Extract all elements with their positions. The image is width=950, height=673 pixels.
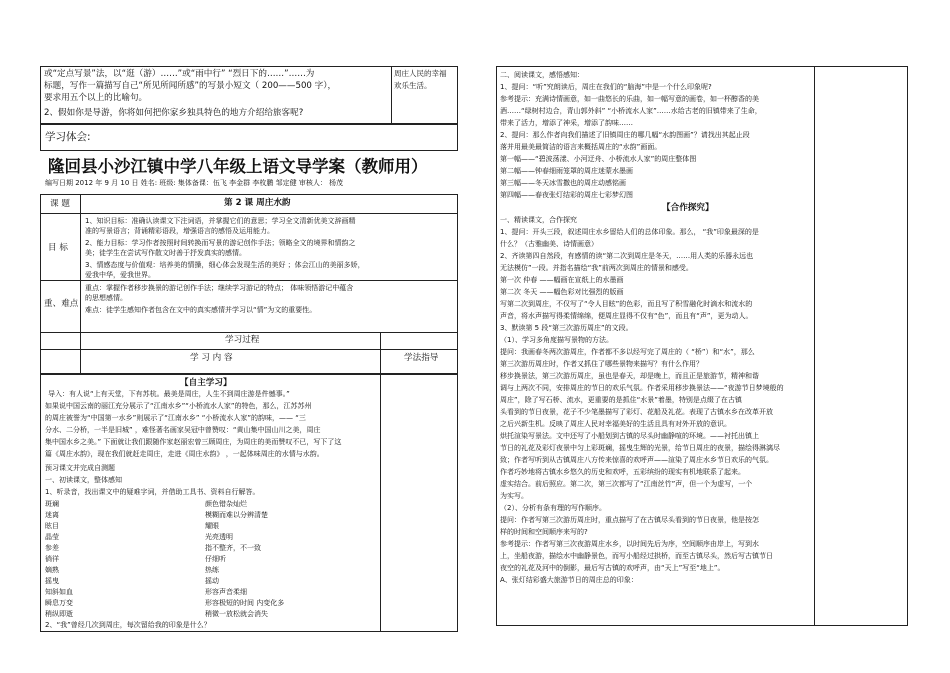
goal-1a: 1、知识目标：准确认读课文下注词语，并掌握它们的意思；学习全文清新优美文辞画精 — [85, 217, 356, 225]
body-line-4: 分水、二分桥，一半是旧城” ，难怪著名画家吴冠中曾赞叹：“黄山集中国山川之美，周庄 — [45, 426, 321, 434]
r-line-22: 3、默读第 5 段“第三次游历周庄”的文段。 — [500, 324, 633, 332]
r-line-43: A、张灯结彩盛大旅游节日的周庄总的印象： — [500, 576, 638, 584]
r-line-4: 酒……“绿树村边合，青山郭外斜” “小桥流水人家”……水给古老的旧镇带来了生命， — [500, 107, 762, 115]
key-2: 难点：徒学生感知作者包含在文中的真实感情并学习以“情”为文的重要性。 — [85, 306, 317, 314]
vocab-term-6: 徜徉 — [45, 555, 59, 563]
r-line-9: 第二幅——钟春细雨笼罩的周庄迷蒙水墨画 — [500, 167, 633, 175]
vocab-term-3: 眩目 — [45, 522, 59, 530]
r-line-14: 1、提问：开头三段，叙述周庄水乡留给人们的总体印象。那么， “我”印象最深的是 — [500, 228, 759, 236]
r-line-6: 2、提问：那么作者向我们描述了旧镇周庄的哪几幅“水韵图画”？请找出其起止段 — [500, 131, 750, 139]
tail-line-1: 2、“我”曾经几次到周庄，每次留给我的印象是什么？ — [45, 621, 211, 629]
r-line-7: 落并用最美最简洁的语言来概括周庄的“水韵”画面。 — [500, 143, 662, 151]
intro-line-2: 标题，写作一篇描写自己“所见所闻所感”的写景小短文（ 200——500 字）， — [44, 81, 337, 91]
intro-line-3: 要求用五个以上的比喻句。 — [44, 93, 148, 103]
r-line-21: 声音，将水声描写得柔情绵绵，便周庄显得不仅有“色”，而且有“声”，更为动人。 — [500, 312, 753, 320]
vocab-def-5: 指不整齐，不一致 — [205, 544, 261, 552]
r-line-37: （2）、分析有条有理的写作顺序。 — [500, 504, 606, 512]
row-divider-4 — [40, 349, 458, 350]
goal-label: 目 标 — [48, 243, 68, 253]
r-line-33: 致；作者写听到从古镇周庄八方传来惊喜的欢呼声——渲染了周庄水乡节日欢乐的气氛。 — [500, 456, 773, 464]
right-divider — [814, 66, 815, 626]
vocab-term-11: 稍纵即逝 — [45, 610, 73, 618]
vocab-def-10: 形容极短的时间 内变化多 — [205, 599, 285, 607]
r-line-10: 第三幅——冬天冰雪撒也的周庄动感铭画 — [500, 179, 626, 187]
body-line-7: 预习课文并完成自测题 — [45, 464, 115, 472]
body-line-3: 的周庄被誉为“中国第一水乡”则展示了“江南水乡” “小桥流水人家”的韵味，—— “三 — [45, 414, 306, 422]
r-line-3: 参考提示：充满诗情画意，如一曲悠长的乐曲，如一幅写意的画卷，如一杯醇香的美 — [500, 95, 759, 103]
guide-col-divider — [380, 332, 381, 374]
study-heading: 学习体会: — [45, 131, 91, 143]
body-line-8: 一、初读课文，整体感知 — [45, 476, 122, 484]
body-line-1: 导入：有人说“上有天堂，下有苏杭。最美是周庄，人生不到周庄游是件憾事。” — [48, 390, 290, 398]
vocab-def-6: 仔细听 — [205, 555, 226, 563]
r-line-28: 周庄”，除了写石桥、流水，更重要的是抓住“水景”着墨，特别是点缀了在古镇 — [500, 396, 742, 404]
vocab-def-7: 热练 — [205, 566, 219, 574]
r-line-12: 【合作探究】 — [662, 203, 714, 213]
vocab-def-2: 模糊而难以分辨清楚 — [205, 511, 268, 519]
vocab-term-10: 瞬息万变 — [45, 599, 73, 607]
r-line-13: 一、精读课文，合作探究 — [500, 216, 577, 224]
r-line-17: 无法模仿”一段。并指名描绘“我”前两次到周庄的情景和感受。 — [500, 264, 693, 272]
r-line-30: 之后兴新生机。反映了周庄人民对幸福美好的生活且具有对外开放的意识。 — [500, 420, 731, 428]
r-line-40: 参考提示：作者写第三次夜游周庄水乡，以时间先后为序，空间顺序由岸上，写到水 — [500, 540, 759, 548]
r-line-19: 第二次 冬天 ——幅色彩对比强烈的版画 — [500, 288, 624, 296]
r-line-5: 带来了活力，增添了神采，增添了韵味…… — [500, 119, 633, 127]
vocab-def-8: 摇动 — [205, 577, 219, 585]
vocab-term-1: 斑斓 — [45, 500, 59, 508]
r-line-24: 提问：我画春冬两次游周庄，作者都不多以经写完了周庄的（ “桥”）和“水”，那么 — [500, 348, 755, 356]
r-line-36: 为实写。 — [500, 492, 528, 500]
lesson-title: 第 2 课 周庄水韵 — [224, 198, 291, 208]
preview-label: 【自主学习】 — [180, 378, 232, 388]
vocab-term-9: 知斜如血 — [45, 588, 73, 596]
process-label: 学习过程 — [225, 335, 260, 345]
r-line-32: 节日的礼花及彩灯夜景中匀上彩斑斓，摇曳生辉的光景，给节日周庄的夜景，描绘得淋漓尽 — [500, 444, 780, 452]
intro-line-4: 2、假如你是导游，你将如何把你家乡独具特色的地方介绍给旅客呢? — [44, 108, 304, 118]
goal-3b: 爱我中华，爱我世界。 — [85, 271, 155, 279]
intro-divider — [391, 66, 392, 124]
row-divider-3 — [40, 332, 458, 333]
vocab-term-5: 参差 — [45, 544, 59, 552]
r-line-41: 上，坐船夜游，描绘水中幽静景色，而写小船经过拱桥，而至古镇尽头，然后写古镇节日 — [500, 552, 773, 560]
r-line-25: 第三次游历周庄时，作者又抓住了哪些景物来描写？有什么作用？ — [500, 360, 703, 368]
r-line-34: 作者巧妙地将古镇水乡悠久的历史和欢呼，五彩缤纷的现实有机地联系了起来。 — [500, 468, 745, 476]
body-line-6: 篇《周庄水韵》，现在我们就赶走周庄，走进《周庄水韵》 ，一起体味周庄的水情与水韵。 — [45, 450, 324, 458]
r-line-18: 第一次 仲春 ——幅画在宣纸上的水墨画 — [500, 276, 624, 284]
vocab-def-1: 颜色错杂灿烂 — [205, 500, 247, 508]
r-line-29: 头看到的节日夜景，花子不少笔墨描写了彩灯、花船及礼花。表现了古镇水乡在改革开放 — [500, 408, 773, 416]
content-label: 学 习 内 容 — [190, 353, 233, 363]
goal-2a: 2、能力目标：学习作者按照时间转换而写景的游记创作手法；领略全文的境界和情韵之 — [85, 239, 356, 247]
body-line-9: 1、听录音，找出课文中的疑难字词，并借助工具书、资料自行解答。 — [45, 488, 260, 496]
r-line-11: 第四幅——春夜张灯结彩的周庄七彩梦幻图 — [500, 191, 633, 199]
r-line-27: 调与上两次不同，安排周庄的节日的欢乐气氛。作者采用移步换景法——“夜游节日梦境般的 — [500, 384, 784, 392]
byline: 编写日期 2012 年 9 月 10 日 姓名: 班级: 集体备课：伍飞 李金群 李枚鹏 邹定健 审核人： 杨茂 — [45, 179, 344, 187]
vocab-term-2: 迷离 — [45, 511, 59, 519]
r-line-8: 第一幅——“碧波荡漾、小河迂舟、小桥流水人家”的周庄整体图 — [500, 155, 697, 163]
r-line-16: 2、齐读第四自然段，有感情的读“第二次到周庄是冬天，……用人类的乐器永远也 — [500, 252, 754, 260]
intro-note-2: 欢乐生活。 — [394, 81, 432, 90]
vocab-term-7: 嫡熟 — [45, 566, 59, 574]
body-divider — [380, 374, 381, 632]
r-line-35: 虚实结合。前后照应。第二次，第三次都写了“江南丝竹”声，但一个为虚写，一个 — [500, 480, 753, 488]
goal-3a: 3、情感态度与价值观：培养美的情操，细心体会发现生活的美好 ；体会江山的美丽多娇， — [85, 261, 365, 269]
row-divider-1 — [40, 213, 458, 214]
body-box — [40, 374, 458, 632]
intro-note-1: 周庄人民的幸福 — [394, 69, 447, 78]
vocab-def-9: 形容声音柔细 — [205, 588, 247, 596]
r-line-20: 写第二次到周庄，不仅写了“令人目眩”的色彩，而且写了积雪融化时滴水和流水的 — [500, 300, 753, 308]
document-title: 隆回县小沙江镇中学八年级上语文导学案（教师用） — [48, 157, 428, 176]
guide-label: 学法指导 — [404, 353, 439, 363]
goal-2b: 美；徒学生在尝试写作散文时善于抒发真实的感情。 — [85, 249, 246, 257]
goal-1b: 准的写景语言；背诵精彩语段，增强语言的感悟及运用能力。 — [85, 227, 274, 235]
body-line-2: 如果说中国云南的丽江充分展示了“江南水乡”“小桥流水人家”的特色，那么，江苏苏州 — [45, 402, 312, 410]
vocab-def-4: 光亮透明 — [205, 533, 233, 541]
body-line-5: 集中国水乡之美。” 下面就让我们跟随作家赵丽宏曾三顾周庄，为周庄的美而赞叹不已，写下了这 — [45, 438, 342, 446]
r-line-1: 二、阅读课文，感悟感知： — [500, 71, 584, 79]
info-col-divider — [80, 194, 81, 374]
intro-line-1: 或“定点写景”法，以“逛（游）……”或“雨中行” “烈日下的……”……为 — [44, 69, 315, 79]
r-line-2: 1、提问：“听”究朗读后，周庄在我们的“脑海”中是一个什么印象呢? — [500, 83, 712, 91]
vocab-term-4: 晶莹 — [45, 533, 59, 541]
lesson-label: 课 题 — [50, 199, 70, 209]
r-line-31: 烘托渲染写景法。文中还写了小船划到古镇的尽头时幽静喧的环境。——衬托出镇上 — [500, 432, 759, 440]
r-line-26: 移步换景法，第三次游历周庄，虽也是春天，却是晚上，而且正是旅游节，精神和谐 — [500, 372, 759, 380]
r-line-39: 样的时间和空间顺序来写的? — [500, 528, 588, 536]
vocab-def-3: 耀眼 — [205, 522, 219, 530]
row-divider-2 — [40, 280, 458, 281]
study-box — [40, 124, 458, 151]
vocab-def-11: 稍微一放松就会消失 — [205, 610, 268, 618]
key-1a: 重点：掌握作者移步换景的游记创作手法；继续学习游记的特点； 体味领悟游记中蕴含 — [85, 284, 354, 292]
r-line-42: 夜空的礼花及河中的倒影，最后写古镇的欢呼声，由“天上”写至“地上”。 — [500, 564, 725, 572]
right-page — [496, 66, 908, 626]
key-1b: 的思想感情。 — [85, 294, 127, 302]
vocab-term-8: 摇曳 — [45, 577, 59, 585]
r-line-23: （1）、学习多角度描写景物的方法。 — [500, 336, 613, 344]
left-page — [40, 66, 458, 632]
r-line-15: 什么？（古雅幽美、诗情画意） — [500, 240, 598, 248]
r-line-38: 提问：作者写第三次游历周庄时，重点描写了在古镇尽头看到的节日夜景，他是按怎 — [500, 516, 759, 524]
key-label: 重、难点 — [44, 299, 79, 309]
